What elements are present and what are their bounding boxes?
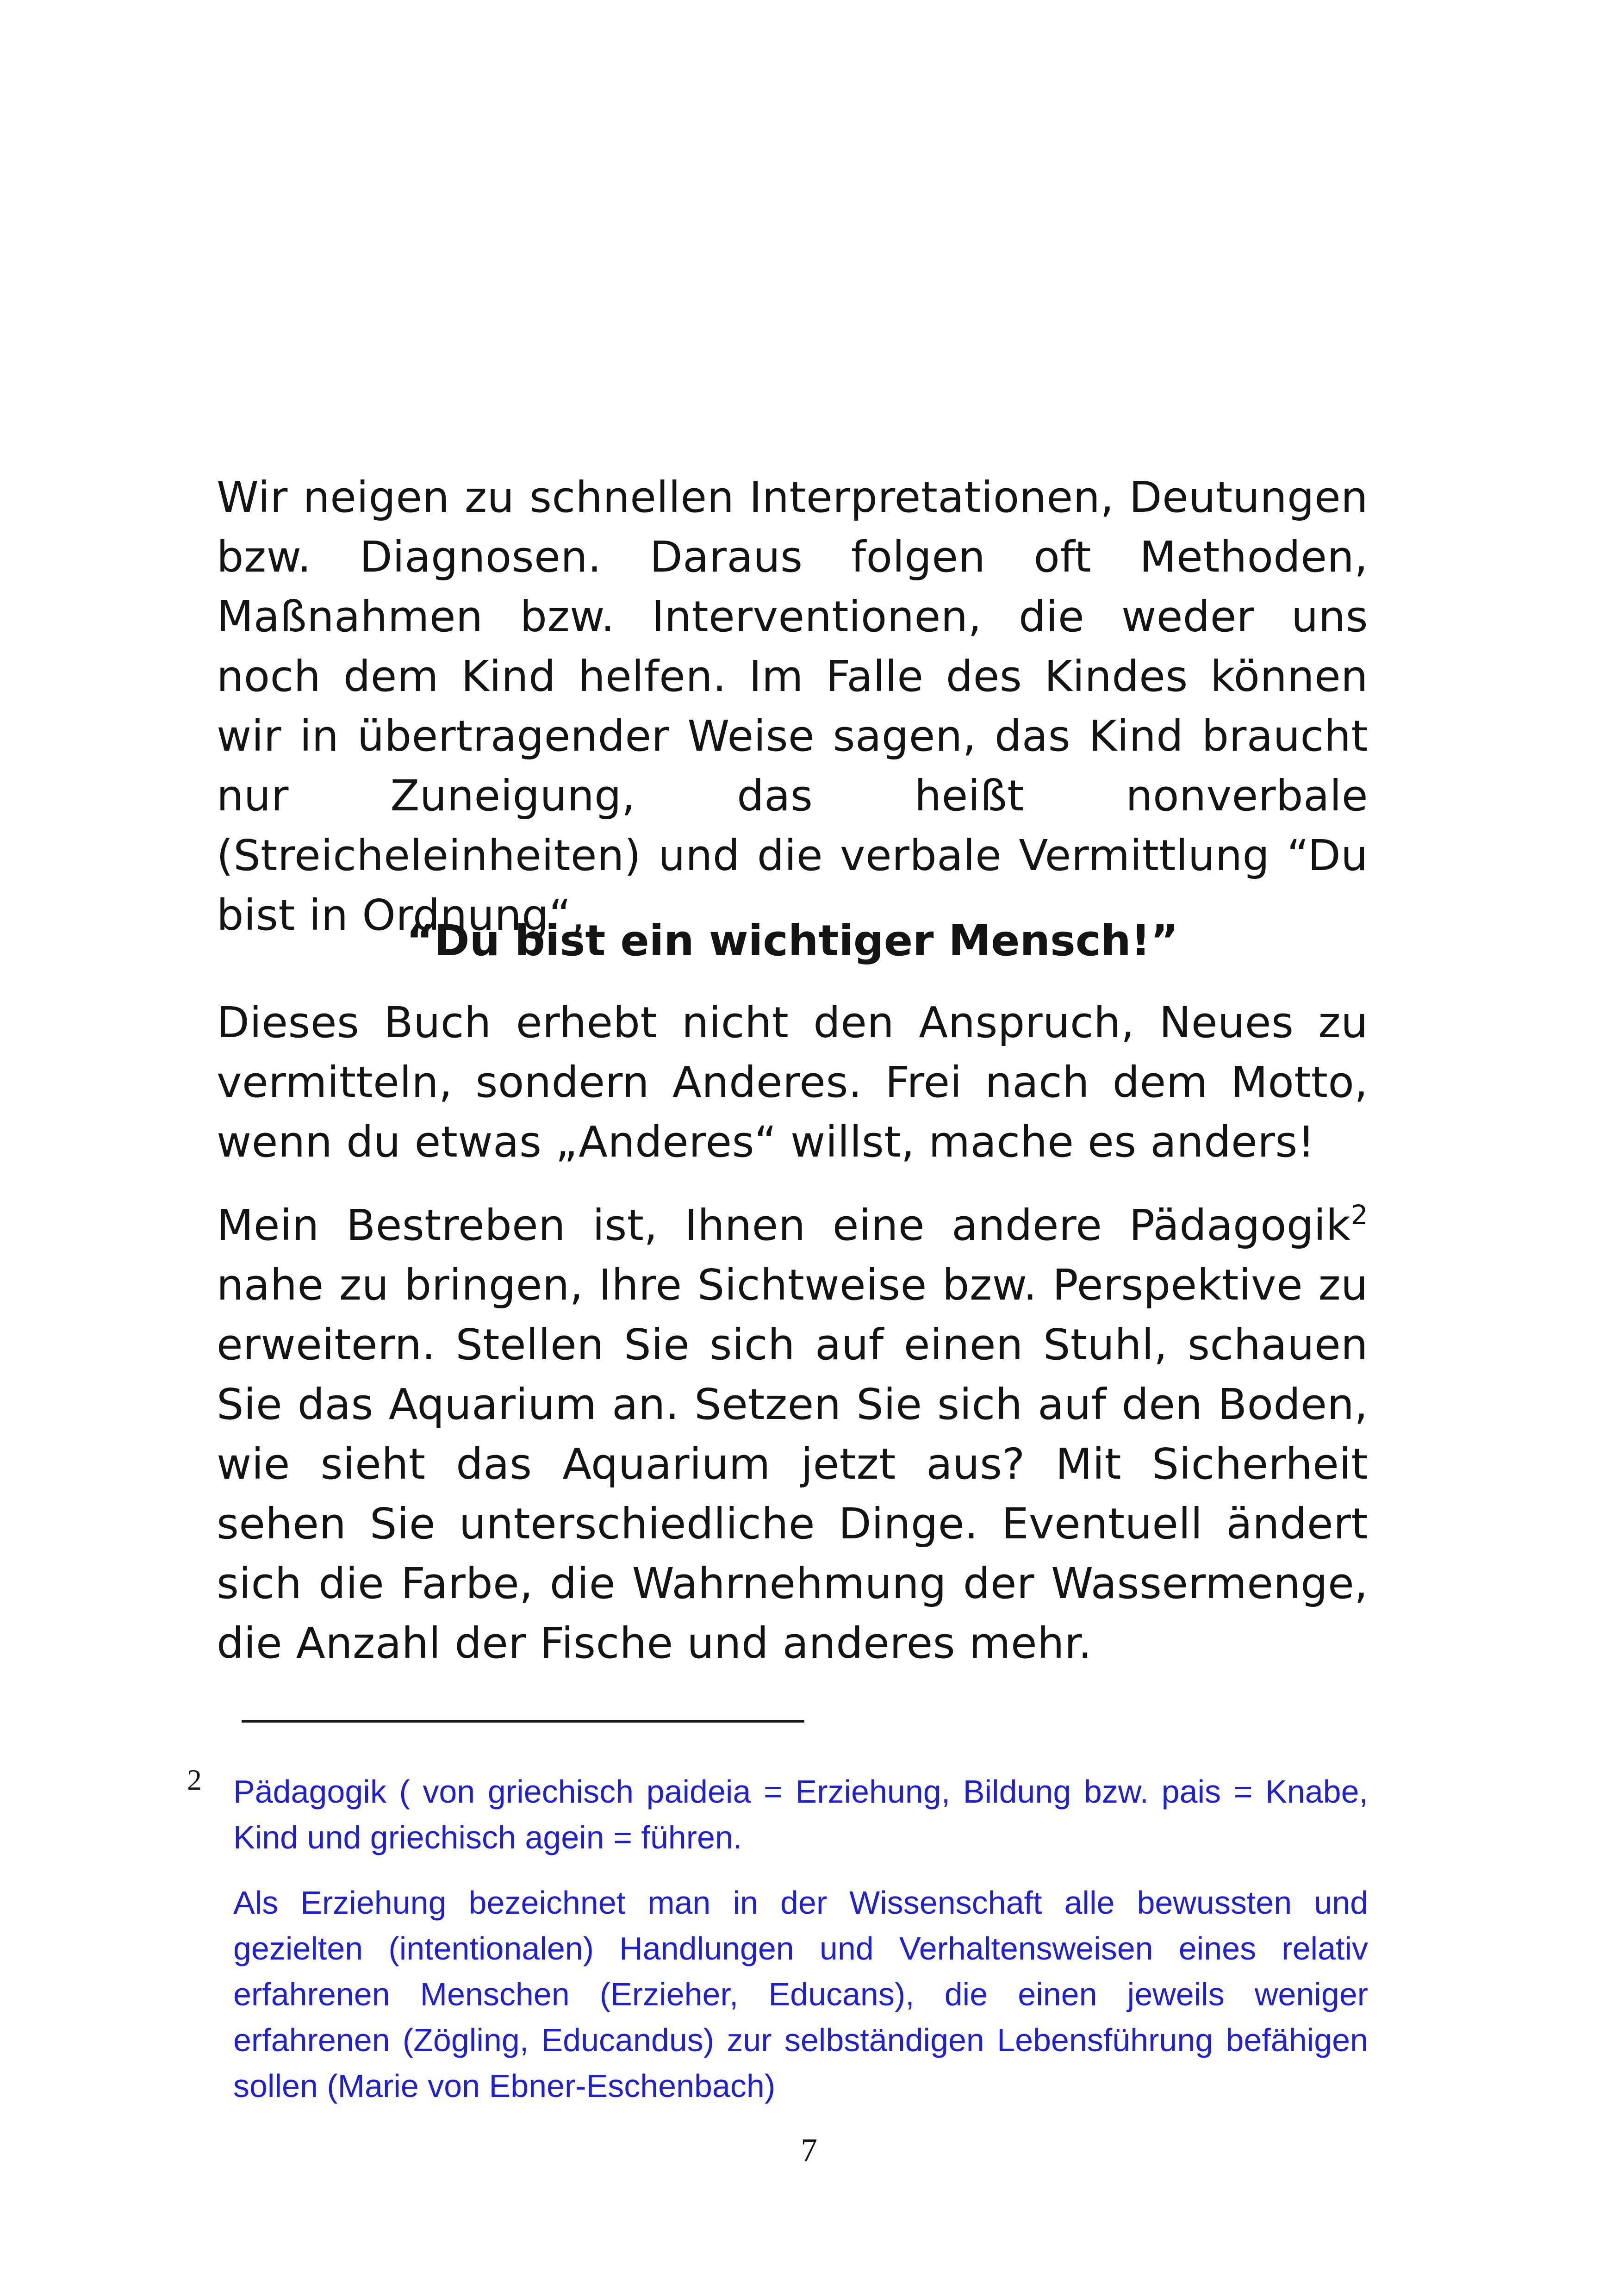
- page-number: 7: [801, 2132, 817, 2169]
- paragraph-perspective-rest: nahe zu bringen, Ihre Sichtweise bzw. Perspektive zu erweitern. Stellen Sie sich auf einen Stuhl, schauen Sie das Aquarium an. Setzen Sie sich auf den Boden, wie sieht das Aquarium jetzt aus? Mit Sicherheit sehen Sie unterschiedliche Dinge. Eventuell ändert sich die Farbe, die Wahrnehmung der Wassermenge, die Anzahl der Fische und anderes mehr.: [217, 1260, 1368, 1668]
- paragraph-perspective: [217, 1195, 1368, 1673]
- footnote-number: 2: [187, 1763, 202, 1796]
- footnote-text-erziehung: Als Erziehung bezeichnet man in der Wissenschaft alle bewussten und gezielten (intentionalen) Handlungen und Verhaltensweisen eines relativ erfahrenen Menschen (Erzieher, Educans), die einen jeweils weniger erfahrenen (Zögling, Educandus) zur selbständigen Lebensführung befähigen sollen (Marie von Ebner-Eschenbach): [233, 1885, 1368, 2104]
- paragraph-interpretations: Wir neigen zu schnellen Interpretationen, Deutungen bzw. Diagnosen. Daraus folgen oft Methoden, Maßnahmen bzw. Interventionen, die weder uns noch dem Kind helfen. Im Falle des Kindes können wir in übertragender Weise sagen, das Kind braucht nur Zuneigung, das heißt nonverbale (Streicheleinheiten) und die verbale Vermittlung “Du bist in Ordnung“,: [217, 473, 1368, 940]
- quote-heading: “Du bist ein wichtiger Mensch!”: [406, 916, 1179, 965]
- paragraph-book-claim: Dieses Buch erhebt nicht den Anspruch, Neues zu vermitteln, sondern Anderes. Frei nach dem Motto, wenn du etwas „Anderes“ willst, mache es anders!: [217, 998, 1368, 1167]
- paragraph-perspective-start: Mein Bestreben ist, Ihnen eine andere Pädagogik: [217, 1201, 1351, 1250]
- footnote-reference[interactable]: 2: [1350, 1199, 1368, 1231]
- footnote-separator: [242, 1720, 804, 1723]
- footnote-text-paedagogik: Pädagogik ( von griechisch paideia = Erziehung, Bildung bzw. pais = Knabe, Kind und griechisch agein = führen.: [233, 1773, 1368, 1855]
